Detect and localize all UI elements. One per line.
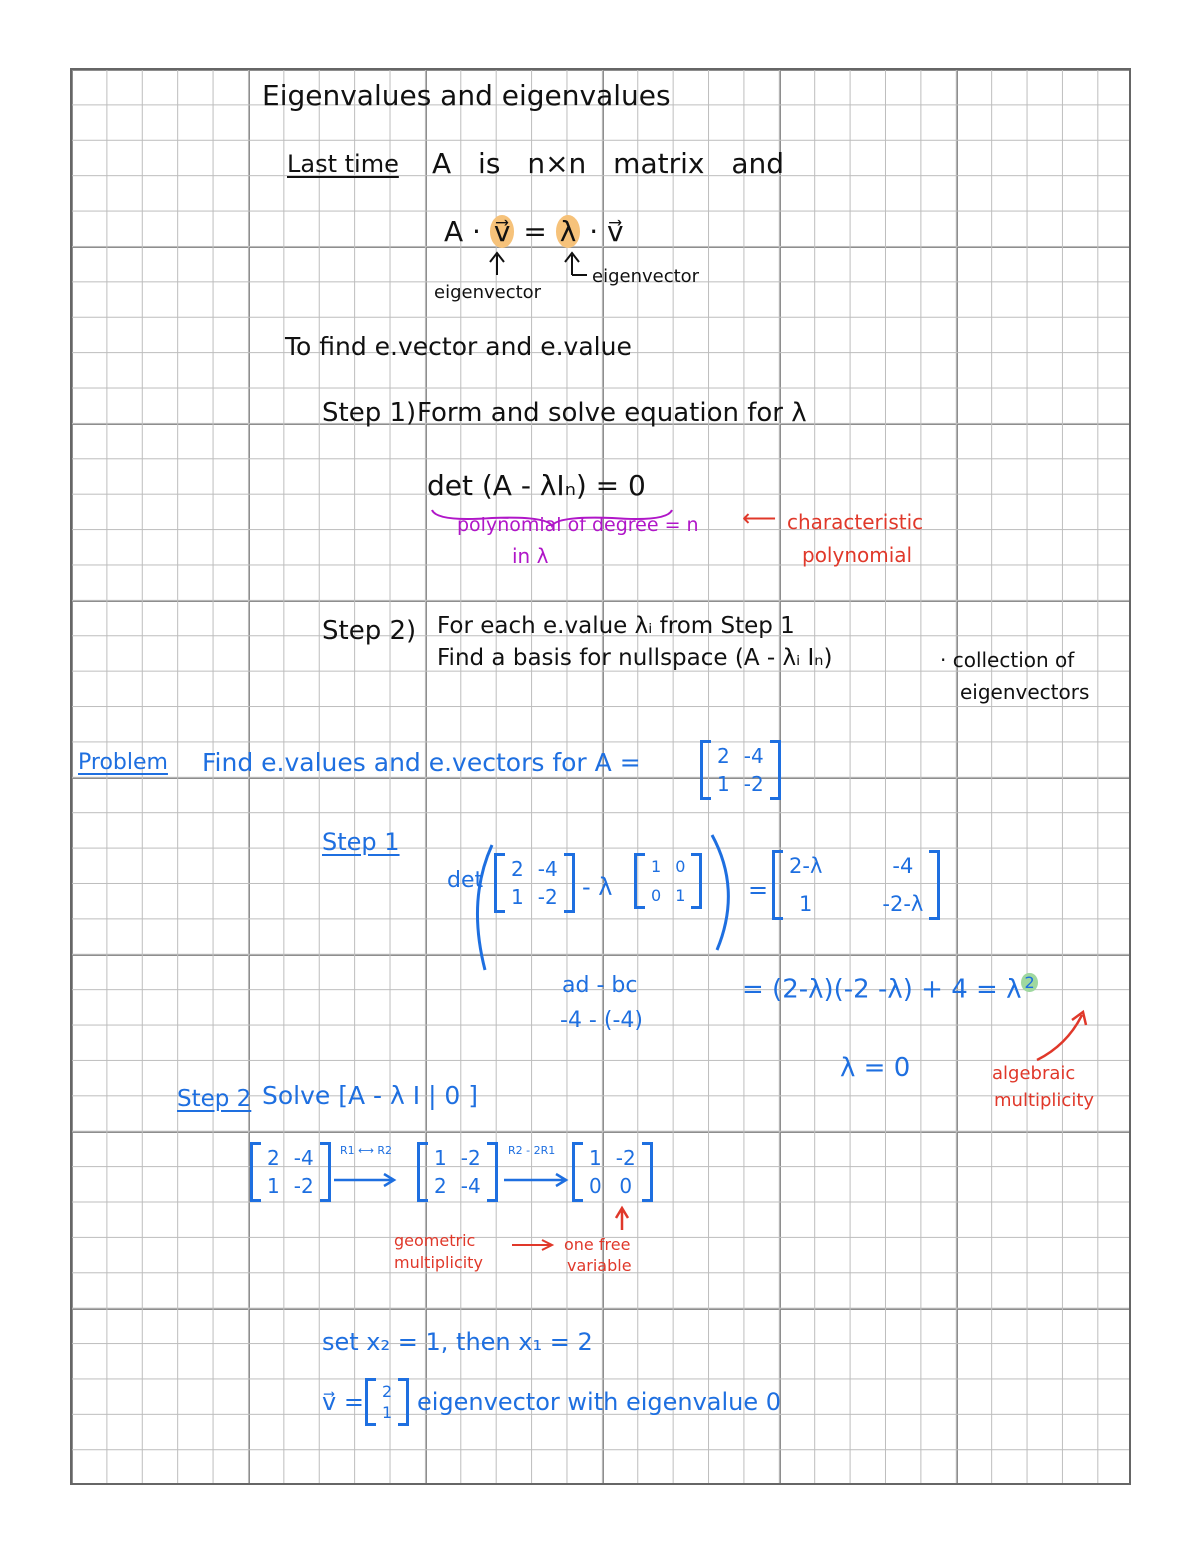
matrix-M1: 2 -4 1 -2	[494, 853, 575, 913]
det-label: det	[447, 868, 484, 893]
minus-lambda: - λ	[582, 873, 613, 901]
graph-paper-page	[70, 68, 1131, 1485]
big-left-paren	[477, 845, 492, 970]
work-step1-label: Step 1	[322, 828, 400, 856]
eq-right: · v⃗	[589, 215, 624, 248]
char-poly-1: characteristic	[787, 510, 924, 534]
algebraic-2: multiplicity	[994, 1090, 1095, 1111]
problem-label: Problem	[78, 750, 168, 775]
step1-text: Form and solve equation for λ	[417, 398, 807, 428]
det-equation: det (A - λIₙ) = 0	[427, 469, 646, 502]
eigen-equation	[444, 215, 624, 248]
label-eigenvector-right: eigenvector	[592, 266, 700, 287]
equals-sign: =	[748, 876, 769, 904]
geometric-1: geometric	[394, 1231, 476, 1250]
matrix-identity: 1 0 0 1	[634, 853, 702, 909]
work-step2-label: Step 2	[177, 1086, 252, 1112]
geo-arrow	[512, 1240, 552, 1250]
last-time-label: Last time	[287, 150, 399, 178]
lambda-zero: λ = 0	[840, 1053, 911, 1083]
free-var-2: variable	[567, 1256, 632, 1275]
big-right-paren	[712, 835, 728, 950]
matrix-A: 2 -4 1 -2	[700, 740, 781, 800]
expansion-text: = (2-λ)(-2 -λ) + 4 = λ	[742, 974, 1022, 1005]
algebraic-1: algebraic	[992, 1063, 1076, 1084]
ad-bc-values: -4 - (-4)	[560, 1008, 643, 1033]
alg-arrow	[1037, 1012, 1086, 1060]
problem-text: Find e.values and e.vectors for A =	[202, 748, 641, 777]
set-variables: set x₂ = 1, then x₁ = 2	[322, 1328, 593, 1356]
expansion	[742, 975, 1038, 1003]
char-poly-2: polynomial	[802, 543, 913, 567]
rr-arrow-2	[504, 1174, 566, 1186]
free-var-1: one free	[564, 1235, 631, 1254]
eq-lambda: λ	[556, 215, 581, 248]
exponent-2: 2	[1021, 973, 1037, 992]
step2-note-1: · collection of	[940, 648, 1075, 672]
row-op-1: R1 ⟷ R2	[340, 1144, 393, 1157]
step2-line2: Find a basis for nullspace (A - λᵢ Iₙ)	[437, 645, 833, 671]
ad-bc: ad - bc	[562, 973, 638, 998]
last-time-text: A is n×n matrix and	[432, 147, 785, 180]
poly-note-2: in λ	[512, 544, 549, 568]
rr-matrix-3: 1 -2 0 0	[572, 1142, 653, 1202]
step2-label: Step 2)	[322, 616, 417, 646]
eq-left: A ·	[444, 215, 481, 248]
step1-label: Step 1)	[322, 398, 417, 428]
geometric-2: multiplicity	[394, 1253, 483, 1272]
poly-note-1: polynomial of degree = n	[457, 514, 699, 536]
rr-matrix-1: 2 -4 1 -2	[250, 1142, 331, 1202]
arrow-up-left	[490, 253, 504, 275]
label-eigenvector-left: eigenvector	[434, 282, 542, 303]
free-var-arrow	[616, 1208, 628, 1230]
vector-label: v⃗ =	[322, 1388, 364, 1416]
char-arrow: ⟵	[742, 504, 777, 532]
eigenvector-matrix: 2 1	[365, 1378, 409, 1426]
step2-line1: For each e.value λᵢ from Step 1	[437, 613, 795, 639]
arrow-up-right	[565, 253, 587, 275]
eq-equals: =	[523, 215, 547, 248]
solve-augmented: Solve [A - λ I | 0 ]	[262, 1081, 479, 1110]
row-op-2: R2 - 2R1	[508, 1144, 556, 1157]
step2-note-2: eigenvectors	[960, 680, 1090, 704]
to-find-line: To find e.vector and e.value	[285, 332, 632, 361]
rr-matrix-2: 1 -2 2 -4	[417, 1142, 498, 1202]
conclusion-text: eigenvector with eigenvalue 0	[417, 1388, 782, 1416]
rr-arrow-1	[334, 1174, 394, 1186]
matrix-M2: 2-λ -4 1 -2-λ	[772, 850, 940, 920]
eq-v: v⃗	[490, 215, 515, 248]
page-title: Eigenvalues and eigenvalues	[262, 79, 671, 112]
